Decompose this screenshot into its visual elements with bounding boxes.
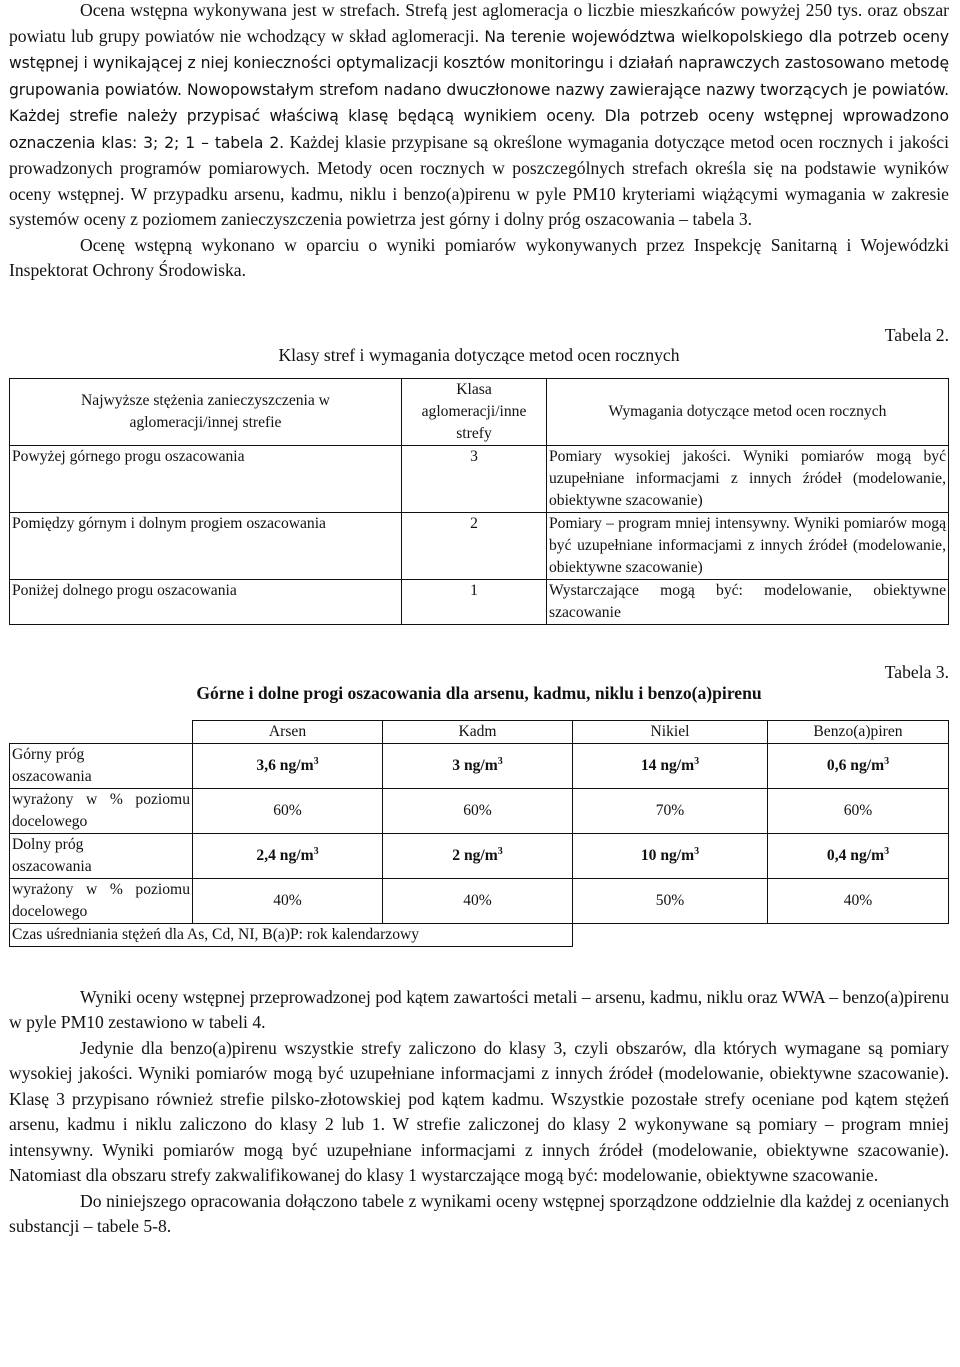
table3-row4-bap: 40% (768, 878, 949, 923)
table3-row4-arsen: 40% (193, 878, 383, 923)
table3-footer-row (10, 923, 949, 946)
unit-superscript: 3 (884, 755, 890, 767)
table3-row1-bap (768, 743, 949, 788)
table-row (10, 788, 949, 833)
table3-row3-bap (768, 833, 949, 878)
table3-row2-bap: 60% (768, 788, 949, 833)
table2-row2-concentration: Pomiędzy górnym i dolnym progiem oszacowania (10, 512, 402, 579)
table3-col-nikiel: Nikiel (573, 720, 768, 743)
unit-superscript: 3 (313, 755, 319, 767)
outro-paragraph-1: Wyniki oceny wstępnej przeprowadzonej pod kątem zawartości metali – arsenu, kadmu, niklu oraz WWA – benzo(a)pirenu w pyle PM10 zestawiono w tabeli 4. (9, 986, 949, 1032)
table-row (10, 512, 949, 579)
table2-row1-requirements: Pomiary wysokiej jakości. Wyniki pomiarów mogą być uzupełniane informacjami z innych źródeł (modelowanie, obiektywne szacowanie) (547, 445, 949, 512)
intro-sentence-2: Na terenie województwa wielkopolskiego dla potrzeb oceny wstępnej i wynikającej z niej konieczności optymalizacji kosztów monitoringu i działań naprawczych zastosowano metodę grupowania powiatów. Nowopowstałym strefom nadano dwuczłonowe nazwy zawierające nazwy tworzących je powiatów. Każdej strefie należy przypisać właściwą klasę będącą wynikiem oceny. Dla potrzeb oceny wstępnej wprowadzono oznaczenia klas: 3; 2; 1 – tabela 2. (9, 27, 949, 152)
table2-header-requirements: Wymagania dotyczące metod ocen rocznych (547, 378, 949, 445)
table3-row1-label: Górny próg oszacowania (10, 743, 193, 788)
table3-header-row (10, 720, 949, 743)
intro-paragraph (9, 0, 949, 233)
table2-row3-concentration: Poniżej dolnego progu oszacowania (10, 579, 402, 624)
table3-row2-kadm: 60% (383, 788, 573, 833)
intro-paragraph-2: Ocenę wstępną wykonano w oparciu o wyniki pomiarów wykonywanych przez Inspekcję Sanitarną i Wojewódzki Inspektorat Ochrony Środowiska. (9, 234, 949, 280)
table3-footer-blank (573, 923, 949, 946)
table3-label: Tabela 3. (884, 661, 949, 682)
table3-col-arsen: Arsen (193, 720, 383, 743)
table3-row4-kadm: 40% (383, 878, 573, 923)
table-row (10, 833, 949, 878)
outro-paragraph-2: Jedynie dla benzo(a)pirenu wszystkie strefy zaliczono do klasy 3, czyli obszarów, dla których wymagane są pomiary wysokiej jakości. Wyniki pomiarów mogą być uzupełniane informacjami z innych źródeł (modelowanie, obiektywne szacowanie). Klasę 3 przypisano również strefie pilsko-złotowskiej pod kątem kadmu. Wszystkie pozostałe strefy oceniane pod kątem stężeń arsenu, kadmu i niklu zaliczono do klasy 2 lub 1. W strefie zaliczonej do klasy 2 wykonywane są pomiary – program mniej intensywny. Wyniki pomiarów mogą być uzupełniane informacjami z innych źródeł (modelowanie, obiektywne szacowanie). Natomiast dla obszaru strefy zakwalifikowanej do klasy 1 wystarczające mogą być: modelowanie, obiektywne szacowanie. (9, 1037, 949, 1185)
table-row (10, 579, 949, 624)
table3-row3-arsen (193, 833, 383, 878)
intro-sentence-3: Każdej klasie przypisane są określone wymagania dotyczące metod ocen rocznych i jakości prowadzonych programów pomiarowych. Metody ocen rocznych w poszczególnych strefach określa się na podstawie wyników oceny wstępnej. (9, 131, 949, 204)
table-row (10, 743, 949, 788)
table3-corner (10, 720, 193, 743)
value-text: 0,4 ng/m (826, 846, 885, 864)
table2 (9, 378, 949, 625)
table2-row1-class: 3 (402, 445, 547, 512)
table3-col-kadm: Kadm (383, 720, 573, 743)
table-row (10, 445, 949, 512)
table-row (10, 878, 949, 923)
unit-superscript: 3 (884, 845, 890, 857)
table3-row4-nikiel: 50% (573, 878, 768, 923)
table3 (9, 720, 949, 947)
table3-row2-label: wyrażony w % poziomu docelowego (10, 788, 193, 833)
table3-row1-kadm (383, 743, 573, 788)
value-text: 0,6 ng/m (826, 756, 885, 774)
table2-header-row (10, 378, 949, 445)
table2-title: Klasy stref i wymagania dotyczące metod ocen rocznych (278, 344, 680, 365)
table3-row2-nikiel: 70% (573, 788, 768, 833)
table3-row3-kadm (383, 833, 573, 878)
outro-paragraph-3: Do niniejszego opracowania dołączono tabele z wynikami oceny wstępnej sporządzone oddzielnie dla każdej z ocenianych substancji – tabele 5-8. (9, 1190, 949, 1236)
table3-row4-label: wyrażony w % poziomu docelowego (10, 878, 193, 923)
value-text: 2 ng/m (452, 846, 498, 864)
table3-row1-nikiel (573, 743, 768, 788)
table3-footer: Czas uśredniania stężeń dla As, Cd, NI, B(a)P: rok kalendarzowy (10, 923, 573, 946)
table2-header-concentration: Najwyższe stężenia zanieczyszczenia w aglomeracji/innej strefie (10, 378, 402, 445)
unit-superscript: 3 (497, 845, 503, 857)
table2-caption (9, 323, 949, 369)
table3-row3-nikiel (573, 833, 768, 878)
table3-row1-arsen (193, 743, 383, 788)
unit-superscript: 3 (694, 755, 700, 767)
table2-row2-class: 2 (402, 512, 547, 579)
unit-superscript: 3 (694, 845, 700, 857)
value-text: 3,6 ng/m (256, 756, 314, 774)
document-page (9, 0, 949, 1240)
value-text: 2,4 ng/m (256, 846, 314, 864)
table2-header-class: Klasa aglomeracji/inne strefy (402, 378, 547, 445)
unit-superscript: 3 (313, 845, 319, 857)
table2-row1-concentration: Powyżej górnego progu oszacowania (10, 445, 402, 512)
table3-caption (9, 660, 949, 720)
intro-sentence-1: Ocena wstępna wykonywana jest w strefach. Strefą jest aglomeracja o liczbie mieszkańców powyżej 250 tys. oraz obszar powiatu lub grupy powiatów nie wchodzący w skład aglomeracji. (9, 0, 949, 46)
table2-row3-class: 1 (402, 579, 547, 624)
table3-row2-arsen: 60% (193, 788, 383, 833)
table3-title: Górne i dolne progi oszacowania dla arsenu, kadmu, niklu i benzo(a)pirenu (196, 682, 762, 703)
table2-label: Tabela 2. (884, 324, 949, 345)
table2-row3-requirements: Wystarczające mogą być: modelowanie, obiektywne szacowanie (547, 579, 949, 624)
value-text: 10 ng/m (640, 846, 695, 864)
table2-row2-requirements: Pomiary – program mniej intensywny. Wyniki pomiarów mogą być uzupełniane informacjami z innych źródeł (modelowanie, obiektywne szacowanie) (547, 512, 949, 579)
value-text: 14 ng/m (640, 756, 695, 774)
table3-row3-label: Dolny próg oszacowania (10, 833, 193, 878)
table3-col-bap: Benzo(a)piren (768, 720, 949, 743)
intro-sentence-4: W przypadku arsenu, kadmu, niklu i benzo(a)pirenu w pyle PM10 kryteriami wiążącymi wymagania w zakresie systemów oceny z poziomem zanieczyszczenia powietrza jest górny i dolny próg oszacowania – tabela 3. (9, 183, 949, 229)
unit-superscript: 3 (497, 755, 503, 767)
value-text: 3 ng/m (452, 756, 498, 774)
